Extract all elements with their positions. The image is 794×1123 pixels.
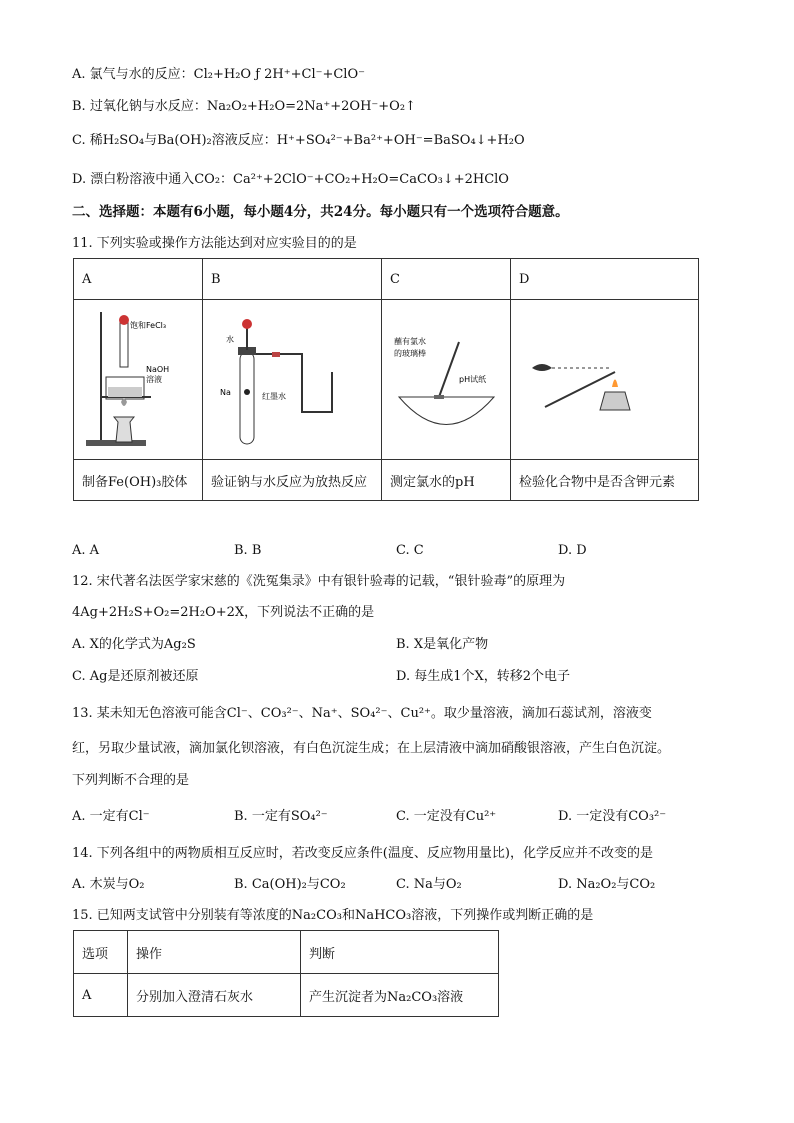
q11-header-c: C [382,259,511,300]
svg-text:蘸有氯水: 蘸有氯水 [393,337,426,346]
q14-stem: 14. 下列各组中的两物质相互反应时，若改变反应条件(温度、反应物用量比)，化学反应并不改变的是 [72,846,653,861]
section-title: 二、选择题：本题有6小题，每小题4分，共24分。每小题只有一个选项符合题意。 [72,204,569,220]
q11-figure-c [382,300,511,460]
q15-cell-option: A [74,974,128,1017]
q15-table [73,930,499,1017]
q13-option-a: A. 一定有Cl⁻ [72,809,150,824]
q11-figure-d [511,300,699,460]
q11-figure-b [203,300,382,460]
q11-stem: 11. 下列实验或操作方法能达到对应实验目的的是 [72,236,357,251]
prev-option-c: C. 稀H₂SO₄与Ba(OH)₂溶液反应：H⁺+SO₄²⁻+Ba²⁺+OH⁻=BaSO₄↓+H₂O [72,133,525,148]
svg-text:Na: Na [220,388,231,397]
svg-text:水: 水 [226,335,234,344]
q13-stem-line1: 13. 某未知无色溶液可能含Cl⁻、CO₃²⁻、Na⁺、SO₄²⁻、Cu²⁺。取少量溶液，滴加石蕊试剂，溶液变 [72,706,652,721]
q14-option-c: C. Na与O₂ [396,877,462,892]
q12-stem-line2: 4Ag+2H₂S+O₂=2H₂O+2X，下列说法不正确的是 [72,605,375,620]
q11-option-d: D. D [558,543,587,558]
q15-header-option: 选项 [74,931,128,974]
svg-text:的玻璃棒: 的玻璃棒 [393,349,426,358]
q12-option-d: D. 每生成1个X，转移2个电子 [396,669,571,684]
q14-option-d: D. Na₂O₂与CO₂ [558,877,656,892]
q11-option-a: A. A [72,543,100,558]
q11-option-c: C. C [396,543,424,558]
q12-option-b: B. X是氧化产物 [396,637,489,652]
q11-caption-c: 测定氯水的pH [382,460,511,501]
q11-figure-a [74,300,203,460]
q13-option-d: D. 一定没有CO₃²⁻ [558,809,667,824]
prev-option-b: B. 过氧化钠与水反应：Na₂O₂+H₂O=2Na⁺+2OH⁻+O₂↑ [72,99,416,114]
q15-cell-judgment: 产生沉淀者为Na₂CO₃溶液 [301,974,499,1017]
q15-stem: 15. 已知两支试管中分别装有等浓度的Na₂CO₃和NaHCO₃溶液，下列操作或判断正确的是 [72,908,594,923]
q11-header-a: A [74,259,203,300]
q11-table [73,258,699,501]
q12-stem-line1: 12. 宋代著名法医学家宋慈的《洗冤集录》中有银针验毒的记载，“银针验毒”的原理为 [72,574,566,589]
q14-option-b: B. Ca(OH)₂与CO₂ [234,877,346,892]
q13-stem-line3: 下列判断不合理的是 [72,773,190,788]
q11-option-b: B. B [234,543,262,558]
svg-text:红墨水: 红墨水 [262,392,286,401]
q12-option-c: C. Ag是还原剂被还原 [72,669,199,684]
q11-caption-d: 检验化合物中是否含钾元素 [511,460,699,501]
q15-cell-operation: 分别加入澄清石灰水 [128,974,301,1017]
q13-option-c: C. 一定没有Cu²⁺ [396,809,497,824]
svg-text:溶液: 溶液 [145,375,162,384]
q13-stem-line2: 红，另取少量试液，滴加氯化钡溶液，有白色沉淀生成；在上层清液中滴加硝酸银溶液，产生白色沉淀。 [72,741,671,756]
q11-caption-b: 验证钠与水反应为放热反应 [203,460,382,501]
q11-header-d: D [511,259,699,300]
prev-option-d: D. 漂白粉溶液中通入CO₂：Ca²⁺+2ClO⁻+CO₂+H₂O=CaCO₃↓+2HClO [72,172,509,187]
svg-text:pH试纸: pH试纸 [458,375,486,384]
q11-caption-a: 制备Fe(OH)₃胶体 [74,460,203,501]
q15-header-judgment: 判断 [301,931,499,974]
q13-option-b: B. 一定有SO₄²⁻ [234,809,328,824]
q12-option-a: A. X的化学式为Ag₂S [72,637,196,652]
table-row [74,974,499,1017]
svg-text:饱和FeCl₃: 饱和FeCl₃ [129,321,166,330]
q14-option-a: A. 木炭与O₂ [72,877,145,892]
svg-text:NaOH: NaOH [145,365,169,374]
prev-option-a: A. 氯气与水的反应：Cl₂+H₂O ƒ 2H⁺+Cl⁻+ClO⁻ [72,67,365,82]
q15-header-operation: 操作 [128,931,301,974]
q11-header-b: B [203,259,382,300]
